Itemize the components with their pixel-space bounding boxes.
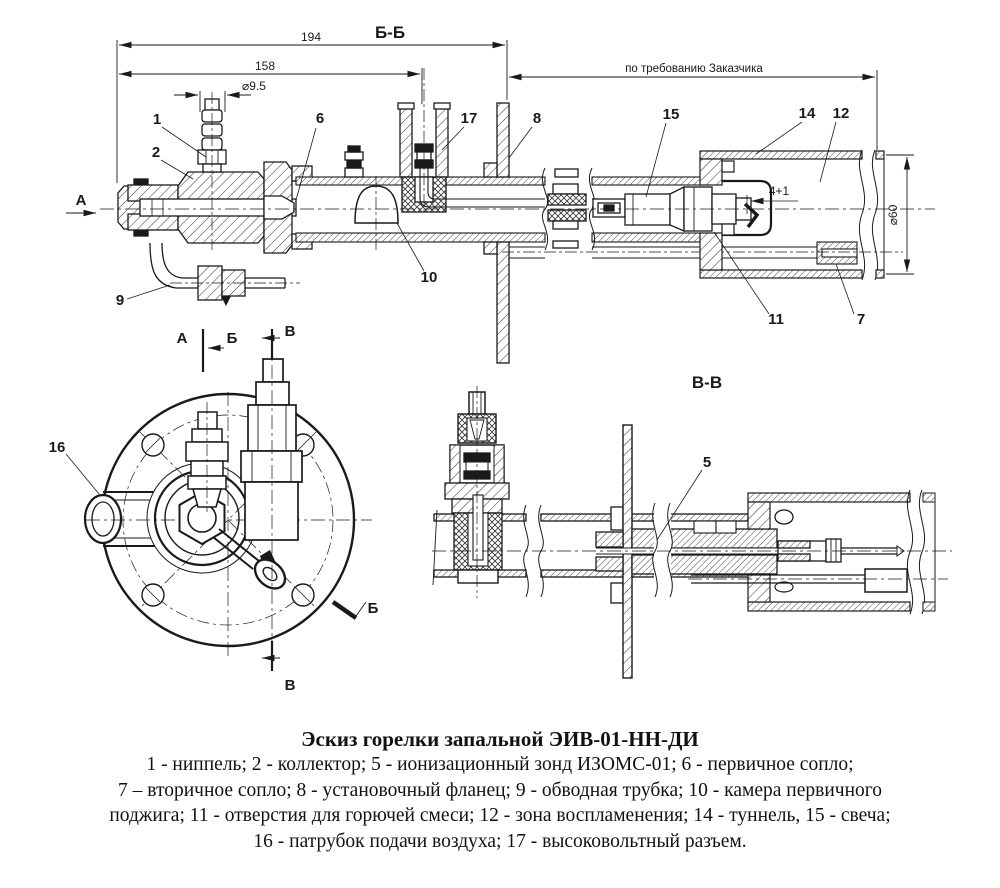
tube-bolt xyxy=(345,146,363,177)
caption-line-4: 16 - патрубок подачи воздуха; 17 - высоковольтный разъем. xyxy=(253,830,747,852)
part-label-17: 17 xyxy=(460,110,478,127)
caption-line-3: поджига; 11 - отверстия для горючей смеси; 12 - зона воспламенения; 14 - туннель, 15 - свеча; xyxy=(109,805,891,826)
part-label-1: 1 xyxy=(152,111,162,128)
dim-nipple-dia: ⌀9.5 xyxy=(242,79,266,93)
part-label-9: 9 xyxy=(115,292,125,309)
caption xyxy=(0,726,1000,854)
dimension-to-connector xyxy=(119,68,422,104)
part-label-7: 7 xyxy=(856,311,866,328)
vv-hv-connector xyxy=(445,386,509,598)
dimension-customer xyxy=(509,70,877,150)
caption-line-2: 7 – вторичное сопло; 8 - установочный фланец; 9 - обводная трубка; 10 - камера первичного xyxy=(117,779,883,801)
part-label-12: 12 xyxy=(832,105,850,122)
collector-assembly xyxy=(118,162,312,253)
part-label-11: 11 xyxy=(768,311,784,328)
top-section-view xyxy=(66,23,935,363)
section-title-vv: В-В xyxy=(691,373,723,392)
part-label-14: 14 xyxy=(798,105,816,122)
view-mark-v-top: В xyxy=(284,323,296,340)
dim-gap: 4+1 xyxy=(768,184,790,198)
front-view xyxy=(49,323,379,694)
view-mark-a2: А xyxy=(176,330,188,347)
view-mark-b3: Б xyxy=(367,600,379,617)
part-label-8: 8 xyxy=(532,110,542,127)
part-label-5: 5 xyxy=(702,454,712,471)
part-label-6: 6 xyxy=(315,110,325,127)
side-section-view xyxy=(432,373,952,678)
cut-mark-b-thick xyxy=(333,602,366,618)
part-label-15: 15 xyxy=(662,106,680,123)
leader-16 xyxy=(66,454,99,494)
plug-mount xyxy=(548,169,586,248)
caption-line-1: 1 - ниппель; 2 - коллектор; 5 - ионизационный зонд ИЗОМС-01; 6 - первичное сопло; xyxy=(146,754,854,775)
part-label-2: 2 xyxy=(151,144,161,161)
part-label-16: 16 xyxy=(48,439,66,456)
view-mark-a: А xyxy=(75,192,87,209)
view-mark-b2: Б xyxy=(226,330,238,347)
dim-to-connector: 158 xyxy=(254,59,276,73)
dim-customer-note: по требованию Заказчика xyxy=(625,63,763,75)
part-label-10: 10 xyxy=(420,269,438,286)
view-mark-v-bottom: В xyxy=(284,677,296,694)
section-title-bb: Б-Б xyxy=(374,23,406,42)
spark-plug-front xyxy=(241,359,302,540)
dim-tunnel-dia: ⌀60 xyxy=(886,204,900,226)
caption-title: Эскиз горелки запальной ЭИВ-01-НН-ДИ xyxy=(301,727,699,751)
spark-plug xyxy=(593,181,771,235)
dim-total-length: 194 xyxy=(300,30,322,44)
